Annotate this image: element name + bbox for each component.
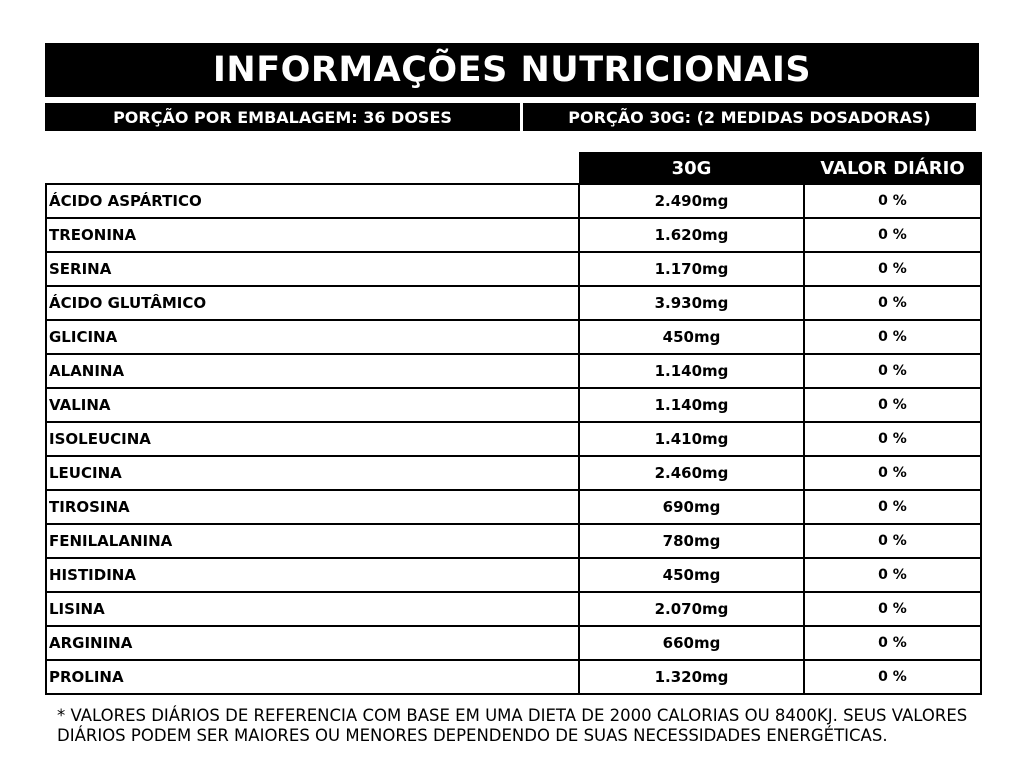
nutrient-name: VALINA: [46, 388, 579, 422]
nutrient-daily-value: 0 %: [804, 456, 981, 490]
nutrient-daily-value: 0 %: [804, 286, 981, 320]
nutrient-daily-value: 0 %: [804, 354, 981, 388]
nutrition-table: [45, 152, 982, 695]
table-row: [46, 320, 981, 354]
nutrient-daily-value: 0 %: [804, 660, 981, 694]
table-row: [46, 660, 981, 694]
table-row: [46, 184, 981, 218]
nutrient-daily-value: 0 %: [804, 490, 981, 524]
nutrient-amount: 1.170mg: [579, 252, 804, 286]
nutrient-name: SERINA: [46, 252, 579, 286]
nutrient-daily-value: 0 %: [804, 626, 981, 660]
nutrient-name: LISINA: [46, 592, 579, 626]
nutrient-daily-value: 0 %: [804, 524, 981, 558]
nutrient-amount: 780mg: [579, 524, 804, 558]
nutrient-amount: 1.410mg: [579, 422, 804, 456]
nutrient-amount: 2.460mg: [579, 456, 804, 490]
nutrient-name: ALANINA: [46, 354, 579, 388]
nutrient-daily-value: 0 %: [804, 184, 981, 218]
nutrient-amount: 1.320mg: [579, 660, 804, 694]
header-amount: 30G: [579, 153, 804, 185]
table-row: [46, 490, 981, 524]
nutrient-name: ÁCIDO GLUTÂMICO: [46, 286, 579, 320]
table-row: [46, 558, 981, 592]
nutrient-name: TIROSINA: [46, 490, 579, 524]
table-row: [46, 388, 981, 422]
portion-per-package: PORÇÃO POR EMBALAGEM: 36 DOSES: [45, 103, 520, 131]
nutrient-amount: 660mg: [579, 626, 804, 660]
header-blank-cell: [46, 153, 579, 185]
nutrient-amount: 1.620mg: [579, 218, 804, 252]
nutrient-name: TREONINA: [46, 218, 579, 252]
nutrient-amount: 2.070mg: [579, 592, 804, 626]
header-daily-value: VALOR DIÁRIO: [804, 153, 981, 185]
table-row: [46, 592, 981, 626]
nutrient-amount: 1.140mg: [579, 354, 804, 388]
nutrient-daily-value: 0 %: [804, 218, 981, 252]
nutrient-amount: 450mg: [579, 558, 804, 592]
table-row: [46, 456, 981, 490]
nutrient-daily-value: 0 %: [804, 558, 981, 592]
nutrient-name: PROLINA: [46, 660, 579, 694]
nutrition-rows: [46, 184, 981, 694]
table-row: [46, 626, 981, 660]
nutrient-amount: 3.930mg: [579, 286, 804, 320]
nutrient-amount: 1.140mg: [579, 388, 804, 422]
table-row: [46, 524, 981, 558]
table-row: [46, 286, 981, 320]
nutrient-name: GLICINA: [46, 320, 579, 354]
nutrient-name: HISTIDINA: [46, 558, 579, 592]
nutrient-daily-value: 0 %: [804, 252, 981, 286]
nutrient-name: ISOLEUCINA: [46, 422, 579, 456]
nutrient-daily-value: 0 %: [804, 388, 981, 422]
table-row: [46, 422, 981, 456]
nutrient-name: ARGININA: [46, 626, 579, 660]
nutrient-name: ÁCIDO ASPÁRTICO: [46, 184, 579, 218]
nutrient-amount: 450mg: [579, 320, 804, 354]
nutrient-daily-value: 0 %: [804, 592, 981, 626]
nutrient-daily-value: 0 %: [804, 320, 981, 354]
page-title: INFORMAÇÕES NUTRICIONAIS: [45, 43, 979, 97]
portion-size: PORÇÃO 30G: (2 MEDIDAS DOSADORAS): [523, 103, 976, 131]
table-row: [46, 252, 981, 286]
nutrient-name: FENILALANINA: [46, 524, 579, 558]
table-header-row: [46, 153, 981, 185]
nutrient-name: LEUCINA: [46, 456, 579, 490]
nutrient-daily-value: 0 %: [804, 422, 981, 456]
table-row: [46, 354, 981, 388]
table-row: [46, 218, 981, 252]
nutrient-amount: 2.490mg: [579, 184, 804, 218]
nutrient-amount: 690mg: [579, 490, 804, 524]
footnote: * VALORES DIÁRIOS DE REFERENCIA COM BASE EM UMA DIETA DE 2000 CALORIAS OU 8400KJ. SEUS VALORES DIÁRIOS PODEM SER MAIORES OU MENORES DEPENDENDO DE SUAS NECESSIDADES ENERGÉTICAS.: [57, 706, 968, 745]
